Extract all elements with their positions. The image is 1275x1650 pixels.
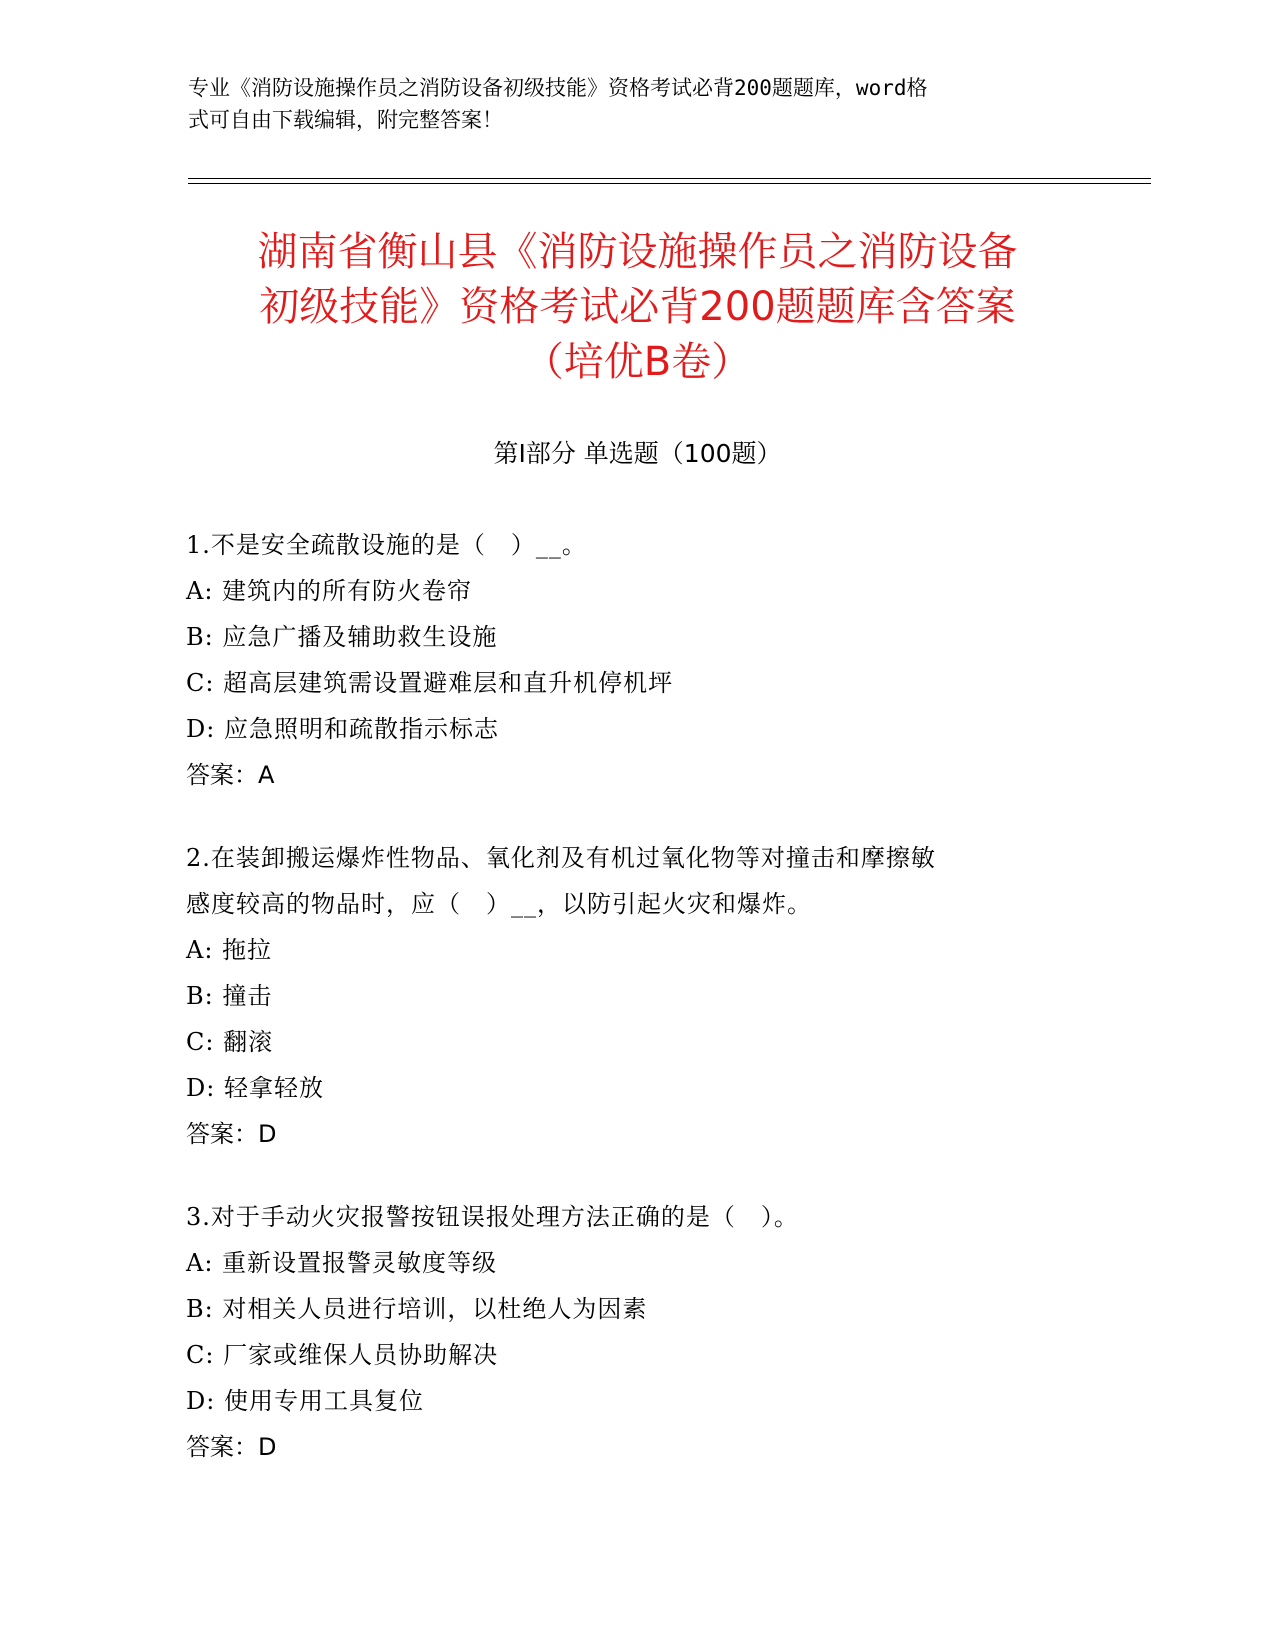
answer: 答案：D (186, 1433, 277, 1461)
title-line-3: （培优B卷） (523, 339, 752, 385)
option-a: A: 拖拉 (186, 936, 273, 964)
question-text-line-2: 感度较高的物品时，应（ ）__，以防引起火灾和爆炸。 (186, 890, 812, 918)
question-3 (186, 1194, 1086, 1470)
option-d: D: 轻拿轻放 (186, 1074, 324, 1102)
option-d: D: 应急照明和疏散指示标志 (186, 715, 499, 743)
title-line-2: 初级技能》资格考试必背200题题库含答案 (259, 284, 1016, 330)
question-1 (186, 522, 1086, 798)
question-text: 3.对于手动火灾报警按钮误报处理方法正确的是（ ）。 (186, 1203, 799, 1231)
intro-line-2: 式可自由下载编辑，附完整答案！ (188, 108, 503, 132)
question-text: 1.不是安全疏散设施的是（ ）__。 (186, 531, 587, 559)
answer: 答案：D (186, 1120, 277, 1148)
question-2 (186, 835, 1086, 1157)
option-d: D: 使用专用工具复位 (186, 1387, 424, 1415)
question-text-line-1: 2.在装卸搬运爆炸性物品、氧化剂及有机过氧化物等对撞击和摩擦敏 (186, 844, 936, 872)
section-heading: 第Ⅰ部分 单选题（100题） (493, 439, 782, 468)
question-list (186, 522, 1086, 1507)
option-b: B: 对相关人员进行培训，以杜绝人为因素 (186, 1295, 648, 1323)
option-a: A: 建筑内的所有防火卷帘 (186, 577, 473, 605)
option-c: C: 超高层建筑需设置避难层和直升机停机坪 (186, 669, 674, 697)
answer: 答案：A (186, 761, 275, 789)
option-a: A: 重新设置报警灵敏度等级 (186, 1249, 498, 1277)
header-divider (188, 178, 1151, 184)
option-b: B: 撞击 (186, 982, 273, 1010)
intro-line-1: 专业《消防设施操作员之消防设备初级技能》资格考试必背200题题库，word格 (188, 76, 928, 100)
intro-text (188, 72, 1068, 136)
option-c: C: 厂家或维保人员协助解决 (186, 1341, 499, 1369)
document-title (160, 225, 1115, 390)
option-b: B: 应急广播及辅助救生设施 (186, 623, 498, 651)
title-line-1: 湖南省衡山县《消防设施操作员之消防设备 (257, 229, 1018, 275)
option-c: C: 翻滚 (186, 1028, 274, 1056)
